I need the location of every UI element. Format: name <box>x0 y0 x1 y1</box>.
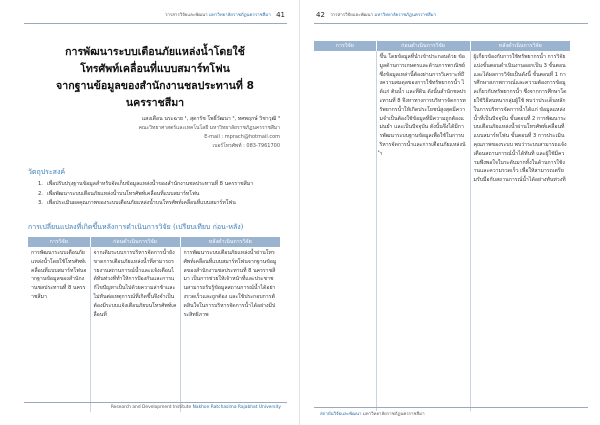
column-header: ก่อนดำเนินการวิจัย <box>376 41 470 51</box>
table-row <box>28 247 280 412</box>
email: E-mail : mprach@hotmail.com <box>204 134 280 140</box>
table-cell-research <box>314 51 376 411</box>
objective-item <box>28 190 283 200</box>
objective-number: 1. <box>38 181 43 187</box>
footer-university: Nakhon Ratchasima Rajabhat University <box>192 405 281 410</box>
table-cell-before: จากเดิมระบบการบริหารจัดการน้ำยังขาดการเตือนภัยแหล่งน้ำที่สามารถรายงานสถานการณ์น้ำและแจ้งเตือนได้ทันท่วงทีทำให้การป้องกันและการแก้ไขปัญหาเป็นไปด้วยความล่าช้าและไม่ทันต่อเหตุการณ์ที่เกิดขึ้นจึงจำเป็นต้องมีระบบแจ้งเตือนภัยบนโทรศัพท์เคลื่อนที่ <box>90 247 180 412</box>
objectives-list <box>28 180 283 209</box>
phone: เบอร์โทรศัพท์ : 083-7961700 <box>212 142 280 149</box>
header-rule <box>314 23 588 24</box>
footer-text: Research and Development Institute <box>110 405 192 410</box>
title-line: นครราชสีมา <box>125 97 185 109</box>
objective-text: เพื่อประเมินผลคุณภาพของระบบเตือนภัยแหล่งน้ำบนโทรศัพท์เคลื่อนที่แบบสมาร์ทโฟน <box>46 200 236 206</box>
table-cell-before: ขึ้น โดยข้อมูลที่นำเข้าประกอบด้วย ข้อมูลด้านการเกษตรและด้านการพาณิชย์ ซึ่งข้อมูลเหล่านี้ต้องผ่านการวิเคราะห์ถึงความสมดุลของการใช้ทรัพยากรน้ำ ได้แก่ ต้นน้ำ และที่ดิน ดังนั้นสำนักชลประทานที่ 8 จึงหาทางการบริหารจัดการทรัพยากรน้ำให้เกิดประโยชน์สูงสุดมีความจำเป็นต้องใช้ข้อมูลที่มีความถูกต้องแม่นยำ และเป็นปัจจุบัน ดังนั้นจึงได้มีการพัฒนาระบบฐานข้อมูลเพื่อใช้ในการบริหารจัดการน้ำและการเตือนภัยแหล่งน้ำ <box>376 51 470 411</box>
contact-info <box>150 133 280 150</box>
left-page-header <box>165 11 285 19</box>
title-line: โทรศัพท์เคลื่อนที่แบบสมาร์ทโฟน <box>80 63 230 75</box>
header-rule <box>24 23 287 24</box>
page-number: 41 <box>276 11 285 19</box>
column-header: การวิจัย <box>28 237 90 247</box>
page-number: 42 <box>316 11 325 19</box>
objective-text: เพื่อปรับปรุงฐานข้อมูลสำหรับจัดเก็บข้อมูลแหล่งน้ำของสำนักงานชลประทานที่ 8 นครราชสีมา <box>46 181 254 187</box>
table-cell-after: การพัฒนาระบบเตือนภัยแหล่งน้ำผ่านโทรศัพท์เคลื่อนที่แบบสมาร์ทโฟนจากฐานข้อมูลของสำนักงานชลประทานที่ 8 นครราชสีมา เป็นการช่วยให้เจ้าหน้าที่และประชาชนสามารถรับรู้ข้อมูลสถานการณ์น้ำได้อย่างรวดเร็วและถูกต้อง และใช้ประกอบการตัดสินใจในการบริหารจัดการน้ำได้อย่างมีประสิทธิภาพ <box>183 250 277 318</box>
title-line: จากฐานข้อมูลของสำนักงานชลประทานที่ 8 <box>56 80 254 92</box>
changes-heading: การเปลี่ยนแปลงที่เกิดขึ้นหลังการดำเนินการวิจัย (เปรียบเทียบ ก่อน-หลัง) <box>28 223 244 231</box>
column-header: ก่อนดำเนินการวิจัย <box>90 237 180 247</box>
affiliation: คณะวิทยาศาสตร์และเทคโนโลยี มหาวิทยาลัยราชภัฏนครราชสีมา <box>138 125 280 131</box>
footer-rule <box>24 402 287 403</box>
header-journal: วารสารวิจัยและพัฒนา <box>164 13 208 18</box>
footer-university: มหาวิทยาลัยราชภัฏนครราชสีมา <box>362 412 425 417</box>
footer-text: สถาบันวิจัยและพัฒนา <box>320 412 362 417</box>
table-header-row <box>314 41 570 51</box>
right-page-footer <box>320 410 425 417</box>
comparison-table <box>28 237 280 412</box>
left-page-footer <box>111 405 281 410</box>
objectives-heading: วัตถุประสงค์ <box>28 168 66 176</box>
objective-number: 2. <box>38 190 43 197</box>
column-header: หลังดำเนินการวิจัย <box>180 237 280 247</box>
right-page <box>300 0 600 425</box>
objective-text: เพื่อพัฒนาระบบเตือนภัยแหล่งน้ำบนโทรศัพท์เคลื่อนที่แบบสมาร์ทโฟน <box>46 190 200 197</box>
objective-item <box>28 199 283 209</box>
header-journal-title: มหาวิทยาลัยราชภัฏนครราชสีมา <box>208 13 271 18</box>
title-line: การพัฒนาระบบเตือนภัยแหล่งน้ำโดยใช้ <box>65 46 245 58</box>
authors: แสงเดือน นระฉาย ¹, สุดารัช โพธิ์วัฒนา ², ทศพฤกษ์ วิชาวุฒิ ³ <box>141 116 280 122</box>
objective-item <box>28 180 283 190</box>
footer-rule <box>314 407 588 408</box>
article-title <box>30 44 280 112</box>
header-journal-title: มหาวิทยาลัยราชภัฏนครราชสีมา <box>374 13 437 18</box>
table-cell-after: ผู้เกี่ยวข้องกับการใช้ทรัพยากรน้ำ การวิจัยแบ่งขั้นตอนดำเนินงานออกเป็น 3 ขั้นตอน และได้ผลการวิจัยเป็นดังนี้ ขั้นตอนที่ 1 การศึกษาสภาพการณ์และความต้องการข้อมูลเกี่ยวกับทรัพยากรน้ำ ซึ่งจากการศึกษาโดยใช้วิธีสนทนากลุ่มผู้ใช้ พบว่าประเด็นหลักในการบริหารจัดการน้ำได้แก่ ข้อมูลแหล่งน้ำที่เป็นปัจจุบัน ขั้นตอนที่ 2 การพัฒนาระบบเตือนภัยแหล่งน้ำผ่านโทรศัพท์เคลื่อนที่แบบสมาร์ทโฟน ขั้นตอนที่ 3 การประเมินคุณภาพของระบบ พบว่าระบบสามารถแจ้งเตือนสถานการณ์น้ำได้ทันที และผู้ใช้มีความพึงพอใจในระดับมากทั้งในด้านการใช้งานและความรวดเร็ว เพื่อให้สามารถเตรียมรับมือกับสถานการณ์น้ำได้อย่างทันท่วงที <box>473 54 567 184</box>
column-header: การวิจัย <box>314 41 376 51</box>
header-journal: วารสารวิจัยและพัฒนา <box>330 13 373 18</box>
right-page-header <box>316 11 436 19</box>
objective-number: 3. <box>38 200 43 206</box>
comparison-table-continued <box>314 41 570 411</box>
column-header: หลังดำเนินการวิจัย <box>470 41 570 51</box>
table-row <box>314 51 570 411</box>
table-cell-research: การพัฒนาระบบเตือนภัยแหล่งน้ำโดยใช้โทรศัพท์เคลื่อนที่แบบสมาร์ทโฟนจากฐานข้อมูลของสำนักงานชลประทานที่ 8 นครราชสีมา <box>28 247 90 412</box>
table-header-row <box>28 237 280 247</box>
